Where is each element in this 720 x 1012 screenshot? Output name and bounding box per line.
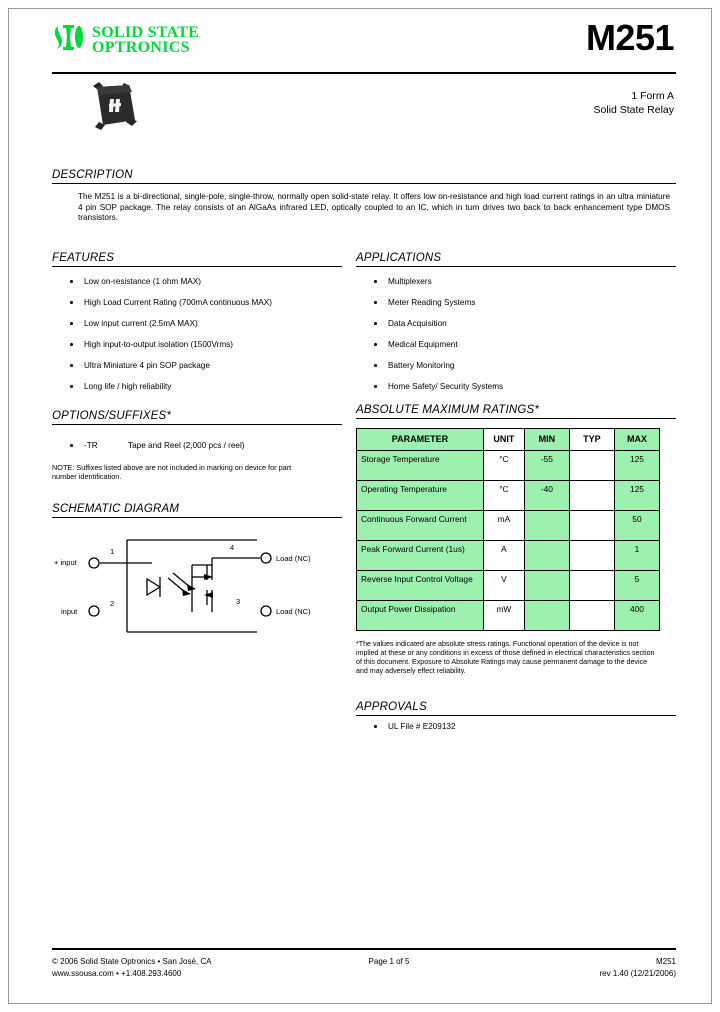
features-divider — [52, 266, 342, 267]
cell-max: 125 — [614, 450, 659, 480]
cell-parameter: Peak Forward Current (1us) — [357, 540, 484, 570]
approvals-section — [356, 701, 676, 732]
page-footer — [52, 948, 676, 980]
column-header-max: MAX — [614, 428, 659, 450]
list-item: Data Acquisition — [356, 319, 676, 329]
footer-center — [329, 956, 449, 980]
description-divider — [52, 183, 676, 184]
column-header-min: MIN — [524, 428, 569, 450]
optronics-logo-icon — [52, 22, 86, 57]
list-item: Battery Monitoring — [356, 361, 676, 371]
features-list — [52, 277, 342, 392]
cell-max: 5 — [614, 570, 659, 600]
description-section — [52, 169, 676, 224]
page-header — [52, 18, 676, 70]
column-header-parameter: PARAMETER — [357, 428, 484, 450]
schematic-pin3-label: Load (NC) — [276, 606, 311, 616]
schematic-pin2-number: 2 — [110, 598, 115, 608]
cell-unit: mW — [483, 600, 524, 630]
revision-text: rev 1.40 (12/21/2006) — [599, 969, 676, 978]
cell-typ — [569, 600, 614, 630]
footer-content — [52, 956, 676, 980]
list-item: UL File # E209132 — [356, 722, 676, 732]
cell-typ — [569, 510, 614, 540]
table-row — [357, 480, 660, 510]
ratings-divider — [356, 418, 676, 419]
logo-line-2: OPTRONICS — [92, 38, 190, 56]
applications-section — [356, 252, 676, 392]
option-item — [52, 441, 342, 451]
ratings-section — [356, 404, 676, 677]
schematic-heading: SCHEMATIC DIAGRAM — [52, 502, 180, 515]
options-heading: OPTIONS/SUFFIXES* — [52, 409, 172, 422]
cell-parameter: Output Power Dissipation — [357, 600, 484, 630]
contact-text[interactable]: www.ssousa.com • +1.408.293.4600 — [52, 969, 182, 978]
list-item: Meter Reading Systems — [356, 298, 676, 308]
footer-left — [52, 956, 302, 980]
table-row — [357, 510, 660, 540]
ratings-footnote: *The values indicated are absolute stress ratings. Functional operation of the device is not implied at these or any conditions in excess of those defined in electrical characteristics section of this document. Exposure to Absolute Ratings may cause permanent damage to the device and may adversely effect reliability. — [356, 639, 655, 676]
description-text: The M251 is a bi-directional, single-pole, single-throw, normally open solid-state relay. It offers low on-resistance and high load current ratings in an ultra miniature 4 pin SOP package. The relay consists of an AlGaAs infrared LED, optically coupled to an IC, which in turn drives two back to back enhancement type DMOS transistors. — [78, 192, 670, 223]
cell-max: 50 — [614, 510, 659, 540]
cell-min — [524, 540, 569, 570]
applications-divider — [356, 266, 676, 267]
cell-typ — [569, 450, 614, 480]
schematic-pin2-label: input — [61, 606, 78, 616]
page-number: Page 1 of 5 — [368, 957, 410, 966]
list-item: Low on-resistance (1 ohm MAX) — [52, 277, 342, 287]
option-suffix-code: -TR — [84, 440, 98, 450]
logo-wordmark — [92, 25, 199, 55]
schematic-section — [52, 503, 342, 647]
page-content — [52, 18, 676, 732]
applications-list — [356, 277, 676, 392]
two-column-area — [52, 252, 676, 732]
features-section — [52, 252, 342, 392]
absolute-maximum-ratings-table — [356, 428, 660, 631]
features-heading: FEATURES — [52, 251, 115, 264]
list-item: Home Safety/ Security Systems — [356, 382, 676, 392]
table-row — [357, 600, 660, 630]
page-title: M251 — [585, 17, 674, 58]
device-subtitle — [593, 80, 676, 117]
table-row — [357, 450, 660, 480]
right-column — [356, 252, 676, 732]
list-item: Long life / high reliability — [52, 382, 342, 392]
package-photo — [77, 80, 149, 137]
cell-typ — [569, 540, 614, 570]
approvals-list — [356, 722, 676, 732]
company-logo — [52, 18, 199, 57]
options-note: NOTE: Suffixes listed above are not included in marking on device for part number identification. — [52, 462, 292, 481]
options-section — [52, 410, 342, 481]
cell-min: -55 — [524, 450, 569, 480]
schematic-pin1-number: 1 — [110, 546, 115, 556]
schematic-divider — [52, 517, 342, 518]
list-item: High input-to-output isolation (1500Vrms) — [52, 340, 342, 350]
logo-line-1: SOLID STATE — [92, 23, 200, 41]
cell-unit: mA — [483, 510, 524, 540]
footer-divider — [52, 948, 676, 950]
footer-right — [476, 956, 676, 980]
cell-unit: V — [483, 570, 524, 600]
list-item: Low input current (2.5mA MAX) — [52, 319, 342, 329]
description-heading: DESCRIPTION — [52, 169, 133, 181]
applications-heading: APPLICATIONS — [356, 251, 442, 264]
list-item: High Load Current Rating (700mA continuous MAX) — [52, 298, 342, 308]
cell-max: 125 — [614, 480, 659, 510]
column-header-typ: TYP — [569, 428, 614, 450]
subheader-row — [52, 80, 676, 137]
schematic-pin3-number: 3 — [236, 596, 241, 606]
list-item: Ultra Miniature 4 pin SOP package — [52, 361, 342, 371]
option-suffix-desc: Tape and Reel (2,000 pcs / reel) — [128, 440, 245, 450]
table-row — [357, 540, 660, 570]
schematic-pin4-label: Load (NC) — [276, 553, 311, 563]
table-row — [357, 570, 660, 600]
left-column — [52, 252, 342, 732]
cell-typ — [569, 480, 614, 510]
cell-parameter: Storage Temperature — [357, 450, 484, 480]
list-item: Multiplexers — [356, 277, 676, 287]
cell-parameter: Operating Temperature — [357, 480, 484, 510]
schematic-diagram — [52, 532, 342, 647]
schematic-pin4-number: 4 — [230, 542, 235, 552]
table-header-row — [357, 428, 660, 450]
form-type: 1 Form A — [631, 90, 674, 102]
column-gap — [342, 252, 356, 732]
cell-parameter: Continuous Forward Current — [357, 510, 484, 540]
cell-parameter: Reverse Input Control Voltage — [357, 570, 484, 600]
list-item: Medical Equipment — [356, 340, 676, 350]
cell-min — [524, 570, 569, 600]
cell-max: 400 — [614, 600, 659, 630]
schematic-pin1-label: + input — [54, 557, 77, 567]
header-divider — [52, 72, 676, 74]
cell-unit: A — [483, 540, 524, 570]
cell-typ — [569, 570, 614, 600]
cell-unit: °C — [483, 450, 524, 480]
options-divider — [52, 424, 342, 425]
device-type: Solid State Relay — [593, 103, 674, 116]
footer-part-number: M251 — [655, 957, 676, 966]
cell-min — [524, 600, 569, 630]
copyright-text: © 2006 Solid State Optronics • San José, CA — [52, 957, 212, 966]
cell-max: 1 — [614, 540, 659, 570]
ratings-heading: ABSOLUTE MAXIMUM RATINGS* — [356, 403, 540, 416]
cell-min — [524, 510, 569, 540]
approvals-divider — [356, 715, 676, 716]
cell-unit: °C — [483, 480, 524, 510]
column-header-unit: UNIT — [483, 428, 524, 450]
approvals-heading: APPROVALS — [356, 700, 427, 713]
cell-min: -40 — [524, 480, 569, 510]
